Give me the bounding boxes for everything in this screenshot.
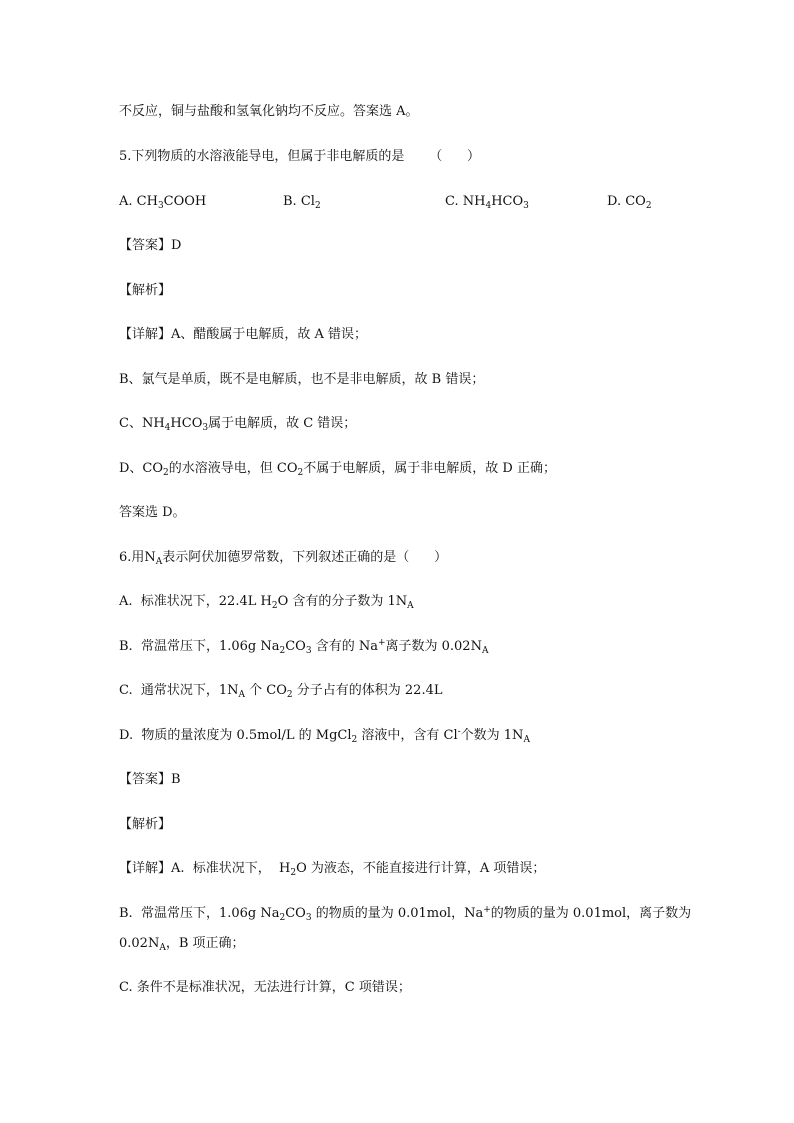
text-line: 不反应，铜与盐酸和氢氧化钠均不反应。答案选 A。: [119, 104, 419, 119]
question-5: 5.下列物质的水溶液能导电，但属于非电解质的是 （ ）: [119, 149, 480, 164]
q5-detail-c: C、$NH_4HCO_3$属于电解质，故 C 错误；: [119, 416, 357, 433]
q5-option-a: A. $CH_3COOH$: [119, 194, 207, 211]
q6-analysis-heading: 【解析】: [119, 817, 172, 832]
q6-option-a: A. 标准状况下，22.4L $H_2O$ 含有的分子数为 $1N_A$: [119, 594, 414, 611]
q6-detail-a: 【详解】A. 标准状况下， $H_2O$ 为液态，不能直接进行计算，A 项错误；: [119, 861, 546, 878]
q5-answer: 【答案】D: [119, 238, 182, 253]
q5-option-d: D. $CO_2$: [607, 194, 652, 211]
q5-detail-b: B、氯气是单质，既不是电解质，也不是非电解质，故 B 错误；: [119, 372, 485, 387]
q6-option-d: D. 物质的量浓度为 0.5mol/L 的 MgCl$_2$ 溶液中，含有 Cl-个数为 $1N_A$: [119, 727, 530, 745]
q6-detail-b-cont: $0.02N_A$，B 项正确；: [119, 936, 245, 953]
q6-option-c: C. 通常状况下，$1N_A$ 个 $CO_2$ 分子占有的体积为 22.4L: [119, 683, 443, 700]
q5-detail-a: 【详解】A、醋酸属于电解质，故 A 错误；: [119, 327, 368, 342]
q5-analysis-heading: 【解析】: [119, 283, 172, 298]
q5-detail-d: D、$CO_2$的水溶液导电，但 $CO_2$不属于电解质，属于非电解质，故 D 正确；: [119, 461, 556, 478]
q6-answer: 【答案】B: [119, 772, 181, 787]
q5-conclusion: 答案选 D。: [119, 505, 186, 520]
q6-option-b: B. 常温常压下，1.06g $Na_2CO_3$ 含有的 Na+离子数为 $0.02N_A$: [119, 638, 489, 656]
question-6: 6.用$N_A$表示阿伏加德罗常数，下列叙述正确的是（ ）: [119, 550, 448, 567]
q6-detail-b: B. 常温常压下，1.06g $Na_2CO_3$ 的物质的量为 0.01mol，Na+的物质的量为 0.01mol，离子数为: [119, 905, 692, 923]
q6-detail-c: C. 条件不是标准状况，无法进行计算，C 项错误；: [119, 980, 411, 995]
q5-option-c: C. $NH_4HCO_3$: [445, 194, 529, 211]
q5-option-b: B. $Cl_2$: [283, 194, 321, 211]
